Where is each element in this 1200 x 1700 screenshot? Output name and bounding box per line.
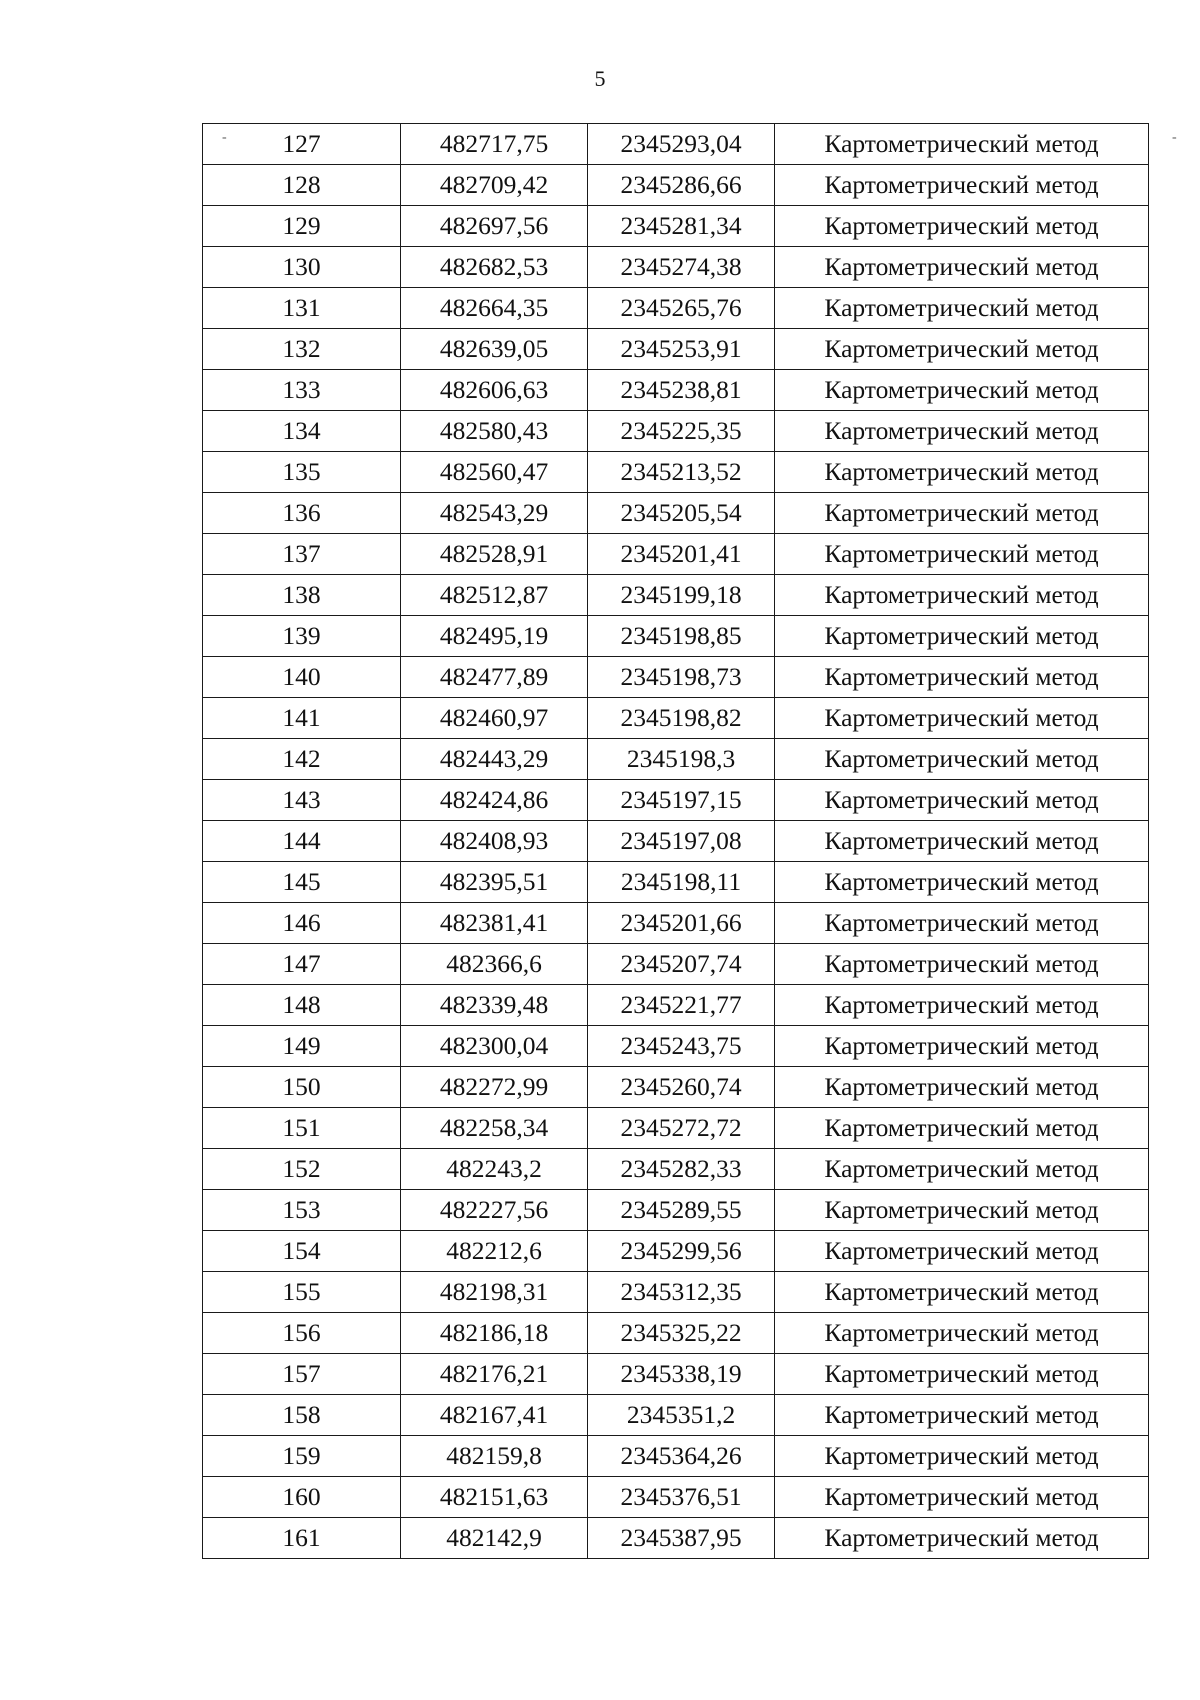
method-cell: Картометрический метод [775,1477,1149,1518]
table-row [203,329,1149,370]
x-coordinate-cell: 482212,6 [401,1231,588,1272]
point-number-cell: 127 [203,124,401,165]
table-row [203,1395,1149,1436]
y-coordinate-cell: 2345289,55 [588,1190,775,1231]
point-number-cell: 134 [203,411,401,452]
point-number-cell: 141 [203,698,401,739]
y-coordinate-cell: 2345272,72 [588,1108,775,1149]
x-coordinate-cell: 482528,91 [401,534,588,575]
margin-mark-right: - [1172,130,1177,145]
y-coordinate-cell: 2345293,04 [588,124,775,165]
y-coordinate-cell: 2345197,08 [588,821,775,862]
coordinates-table-body [203,124,1149,1559]
y-coordinate-cell: 2345376,51 [588,1477,775,1518]
method-cell: Картометрический метод [775,1149,1149,1190]
point-number-cell: 159 [203,1436,401,1477]
point-number-cell: 142 [203,739,401,780]
table-row [203,944,1149,985]
point-number-cell: 136 [203,493,401,534]
y-coordinate-cell: 2345286,66 [588,165,775,206]
y-coordinate-cell: 2345198,82 [588,698,775,739]
y-coordinate-cell: 2345282,33 [588,1149,775,1190]
x-coordinate-cell: 482167,41 [401,1395,588,1436]
page-number: 5 [594,66,606,91]
x-coordinate-cell: 482543,29 [401,493,588,534]
method-cell: Картометрический метод [775,1190,1149,1231]
table-row [203,1436,1149,1477]
x-coordinate-cell: 482560,47 [401,452,588,493]
margin-mark-left: - [222,130,227,145]
table-row [203,1477,1149,1518]
x-coordinate-cell: 482682,53 [401,247,588,288]
y-coordinate-cell: 2345299,56 [588,1231,775,1272]
method-cell: Картометрический метод [775,1108,1149,1149]
table-row [203,616,1149,657]
method-cell: Картометрический метод [775,780,1149,821]
method-cell: Картометрический метод [775,534,1149,575]
x-coordinate-cell: 482198,31 [401,1272,588,1313]
table-row [203,534,1149,575]
method-cell: Картометрический метод [775,944,1149,985]
method-cell: Картометрический метод [775,1354,1149,1395]
x-coordinate-cell: 482664,35 [401,288,588,329]
x-coordinate-cell: 482580,43 [401,411,588,452]
method-cell: Картометрический метод [775,165,1149,206]
point-number-cell: 149 [203,1026,401,1067]
x-coordinate-cell: 482243,2 [401,1149,588,1190]
point-number-cell: 133 [203,370,401,411]
x-coordinate-cell: 482408,93 [401,821,588,862]
y-coordinate-cell: 2345221,77 [588,985,775,1026]
x-coordinate-cell: 482176,21 [401,1354,588,1395]
table-row [203,821,1149,862]
y-coordinate-cell: 2345260,74 [588,1067,775,1108]
point-number-cell: 128 [203,165,401,206]
method-cell: Картометрический метод [775,616,1149,657]
y-coordinate-cell: 2345198,3 [588,739,775,780]
y-coordinate-cell: 2345243,75 [588,1026,775,1067]
point-number-cell: 147 [203,944,401,985]
point-number-cell: 129 [203,206,401,247]
y-coordinate-cell: 2345225,35 [588,411,775,452]
method-cell: Картометрический метод [775,452,1149,493]
table-row [203,165,1149,206]
method-cell: Картометрический метод [775,1067,1149,1108]
point-number-cell: 145 [203,862,401,903]
point-number-cell: 138 [203,575,401,616]
y-coordinate-cell: 2345325,22 [588,1313,775,1354]
point-number-cell: 143 [203,780,401,821]
x-coordinate-cell: 482477,89 [401,657,588,698]
x-coordinate-cell: 482395,51 [401,862,588,903]
table-row [203,1190,1149,1231]
x-coordinate-cell: 482512,87 [401,575,588,616]
x-coordinate-cell: 482339,48 [401,985,588,1026]
table-row [203,1026,1149,1067]
y-coordinate-cell: 2345274,38 [588,247,775,288]
point-number-cell: 158 [203,1395,401,1436]
method-cell: Картометрический метод [775,985,1149,1026]
x-coordinate-cell: 482258,34 [401,1108,588,1149]
y-coordinate-cell: 2345338,19 [588,1354,775,1395]
point-number-cell: 157 [203,1354,401,1395]
table-row [203,1272,1149,1313]
x-coordinate-cell: 482697,56 [401,206,588,247]
x-coordinate-cell: 482381,41 [401,903,588,944]
table-row [203,657,1149,698]
y-coordinate-cell: 2345312,35 [588,1272,775,1313]
table-row [203,575,1149,616]
method-cell: Картометрический метод [775,821,1149,862]
point-number-cell: 131 [203,288,401,329]
table-row [203,903,1149,944]
method-cell: Картометрический метод [775,370,1149,411]
table-row [203,1149,1149,1190]
method-cell: Картометрический метод [775,1272,1149,1313]
point-number-cell: 132 [203,329,401,370]
table-row [203,124,1149,165]
y-coordinate-cell: 2345199,18 [588,575,775,616]
table-row [203,288,1149,329]
table-row [203,411,1149,452]
y-coordinate-cell: 2345238,81 [588,370,775,411]
table-row [203,739,1149,780]
y-coordinate-cell: 2345197,15 [588,780,775,821]
point-number-cell: 135 [203,452,401,493]
x-coordinate-cell: 482159,8 [401,1436,588,1477]
method-cell: Картометрический метод [775,862,1149,903]
x-coordinate-cell: 482424,86 [401,780,588,821]
method-cell: Картометрический метод [775,411,1149,452]
x-coordinate-cell: 482639,05 [401,329,588,370]
table-row [203,862,1149,903]
y-coordinate-cell: 2345198,73 [588,657,775,698]
point-number-cell: 146 [203,903,401,944]
table-row [203,698,1149,739]
table-row [203,1108,1149,1149]
table-row [203,1067,1149,1108]
method-cell: Картометрический метод [775,739,1149,780]
method-cell: Картометрический метод [775,698,1149,739]
method-cell: Картометрический метод [775,1231,1149,1272]
point-number-cell: 139 [203,616,401,657]
point-number-cell: 151 [203,1108,401,1149]
point-number-cell: 156 [203,1313,401,1354]
point-number-cell: 154 [203,1231,401,1272]
x-coordinate-cell: 482272,99 [401,1067,588,1108]
y-coordinate-cell: 2345207,74 [588,944,775,985]
point-number-cell: 137 [203,534,401,575]
method-cell: Картометрический метод [775,247,1149,288]
point-number-cell: 153 [203,1190,401,1231]
y-coordinate-cell: 2345265,76 [588,288,775,329]
table-row [203,206,1149,247]
x-coordinate-cell: 482443,29 [401,739,588,780]
x-coordinate-cell: 482300,04 [401,1026,588,1067]
method-cell: Картометрический метод [775,575,1149,616]
point-number-cell: 148 [203,985,401,1026]
table-row [203,985,1149,1026]
y-coordinate-cell: 2345281,34 [588,206,775,247]
point-number-cell: 160 [203,1477,401,1518]
point-number-cell: 150 [203,1067,401,1108]
method-cell: Картометрический метод [775,1436,1149,1477]
method-cell: Картометрический метод [775,1518,1149,1559]
point-number-cell: 144 [203,821,401,862]
method-cell: Картометрический метод [775,903,1149,944]
y-coordinate-cell: 2345387,95 [588,1518,775,1559]
x-coordinate-cell: 482717,75 [401,124,588,165]
x-coordinate-cell: 482186,18 [401,1313,588,1354]
y-coordinate-cell: 2345201,66 [588,903,775,944]
point-number-cell: 140 [203,657,401,698]
table-row [203,247,1149,288]
y-coordinate-cell: 2345198,85 [588,616,775,657]
table-row [203,1231,1149,1272]
point-number-cell: 152 [203,1149,401,1190]
method-cell: Картометрический метод [775,124,1149,165]
method-cell: Картометрический метод [775,1395,1149,1436]
x-coordinate-cell: 482227,56 [401,1190,588,1231]
y-coordinate-cell: 2345213,52 [588,452,775,493]
y-coordinate-cell: 2345364,26 [588,1436,775,1477]
coordinates-table [202,123,1149,1559]
y-coordinate-cell: 2345253,91 [588,329,775,370]
x-coordinate-cell: 482151,63 [401,1477,588,1518]
method-cell: Картометрический метод [775,493,1149,534]
point-number-cell: 155 [203,1272,401,1313]
x-coordinate-cell: 482606,63 [401,370,588,411]
y-coordinate-cell: 2345205,54 [588,493,775,534]
table-row [203,1518,1149,1559]
x-coordinate-cell: 482142,9 [401,1518,588,1559]
y-coordinate-cell: 2345198,11 [588,862,775,903]
y-coordinate-cell: 2345351,2 [588,1395,775,1436]
x-coordinate-cell: 482709,42 [401,165,588,206]
method-cell: Картометрический метод [775,206,1149,247]
y-coordinate-cell: 2345201,41 [588,534,775,575]
method-cell: Картометрический метод [775,657,1149,698]
table-row [203,1313,1149,1354]
table-row [203,1354,1149,1395]
method-cell: Картометрический метод [775,329,1149,370]
x-coordinate-cell: 482366,6 [401,944,588,985]
method-cell: Картометрический метод [775,1313,1149,1354]
point-number-cell: 161 [203,1518,401,1559]
point-number-cell: 130 [203,247,401,288]
table-row [203,780,1149,821]
table-row [203,370,1149,411]
x-coordinate-cell: 482460,97 [401,698,588,739]
method-cell: Картометрический метод [775,1026,1149,1067]
table-row [203,493,1149,534]
x-coordinate-cell: 482495,19 [401,616,588,657]
method-cell: Картометрический метод [775,288,1149,329]
table-row [203,452,1149,493]
